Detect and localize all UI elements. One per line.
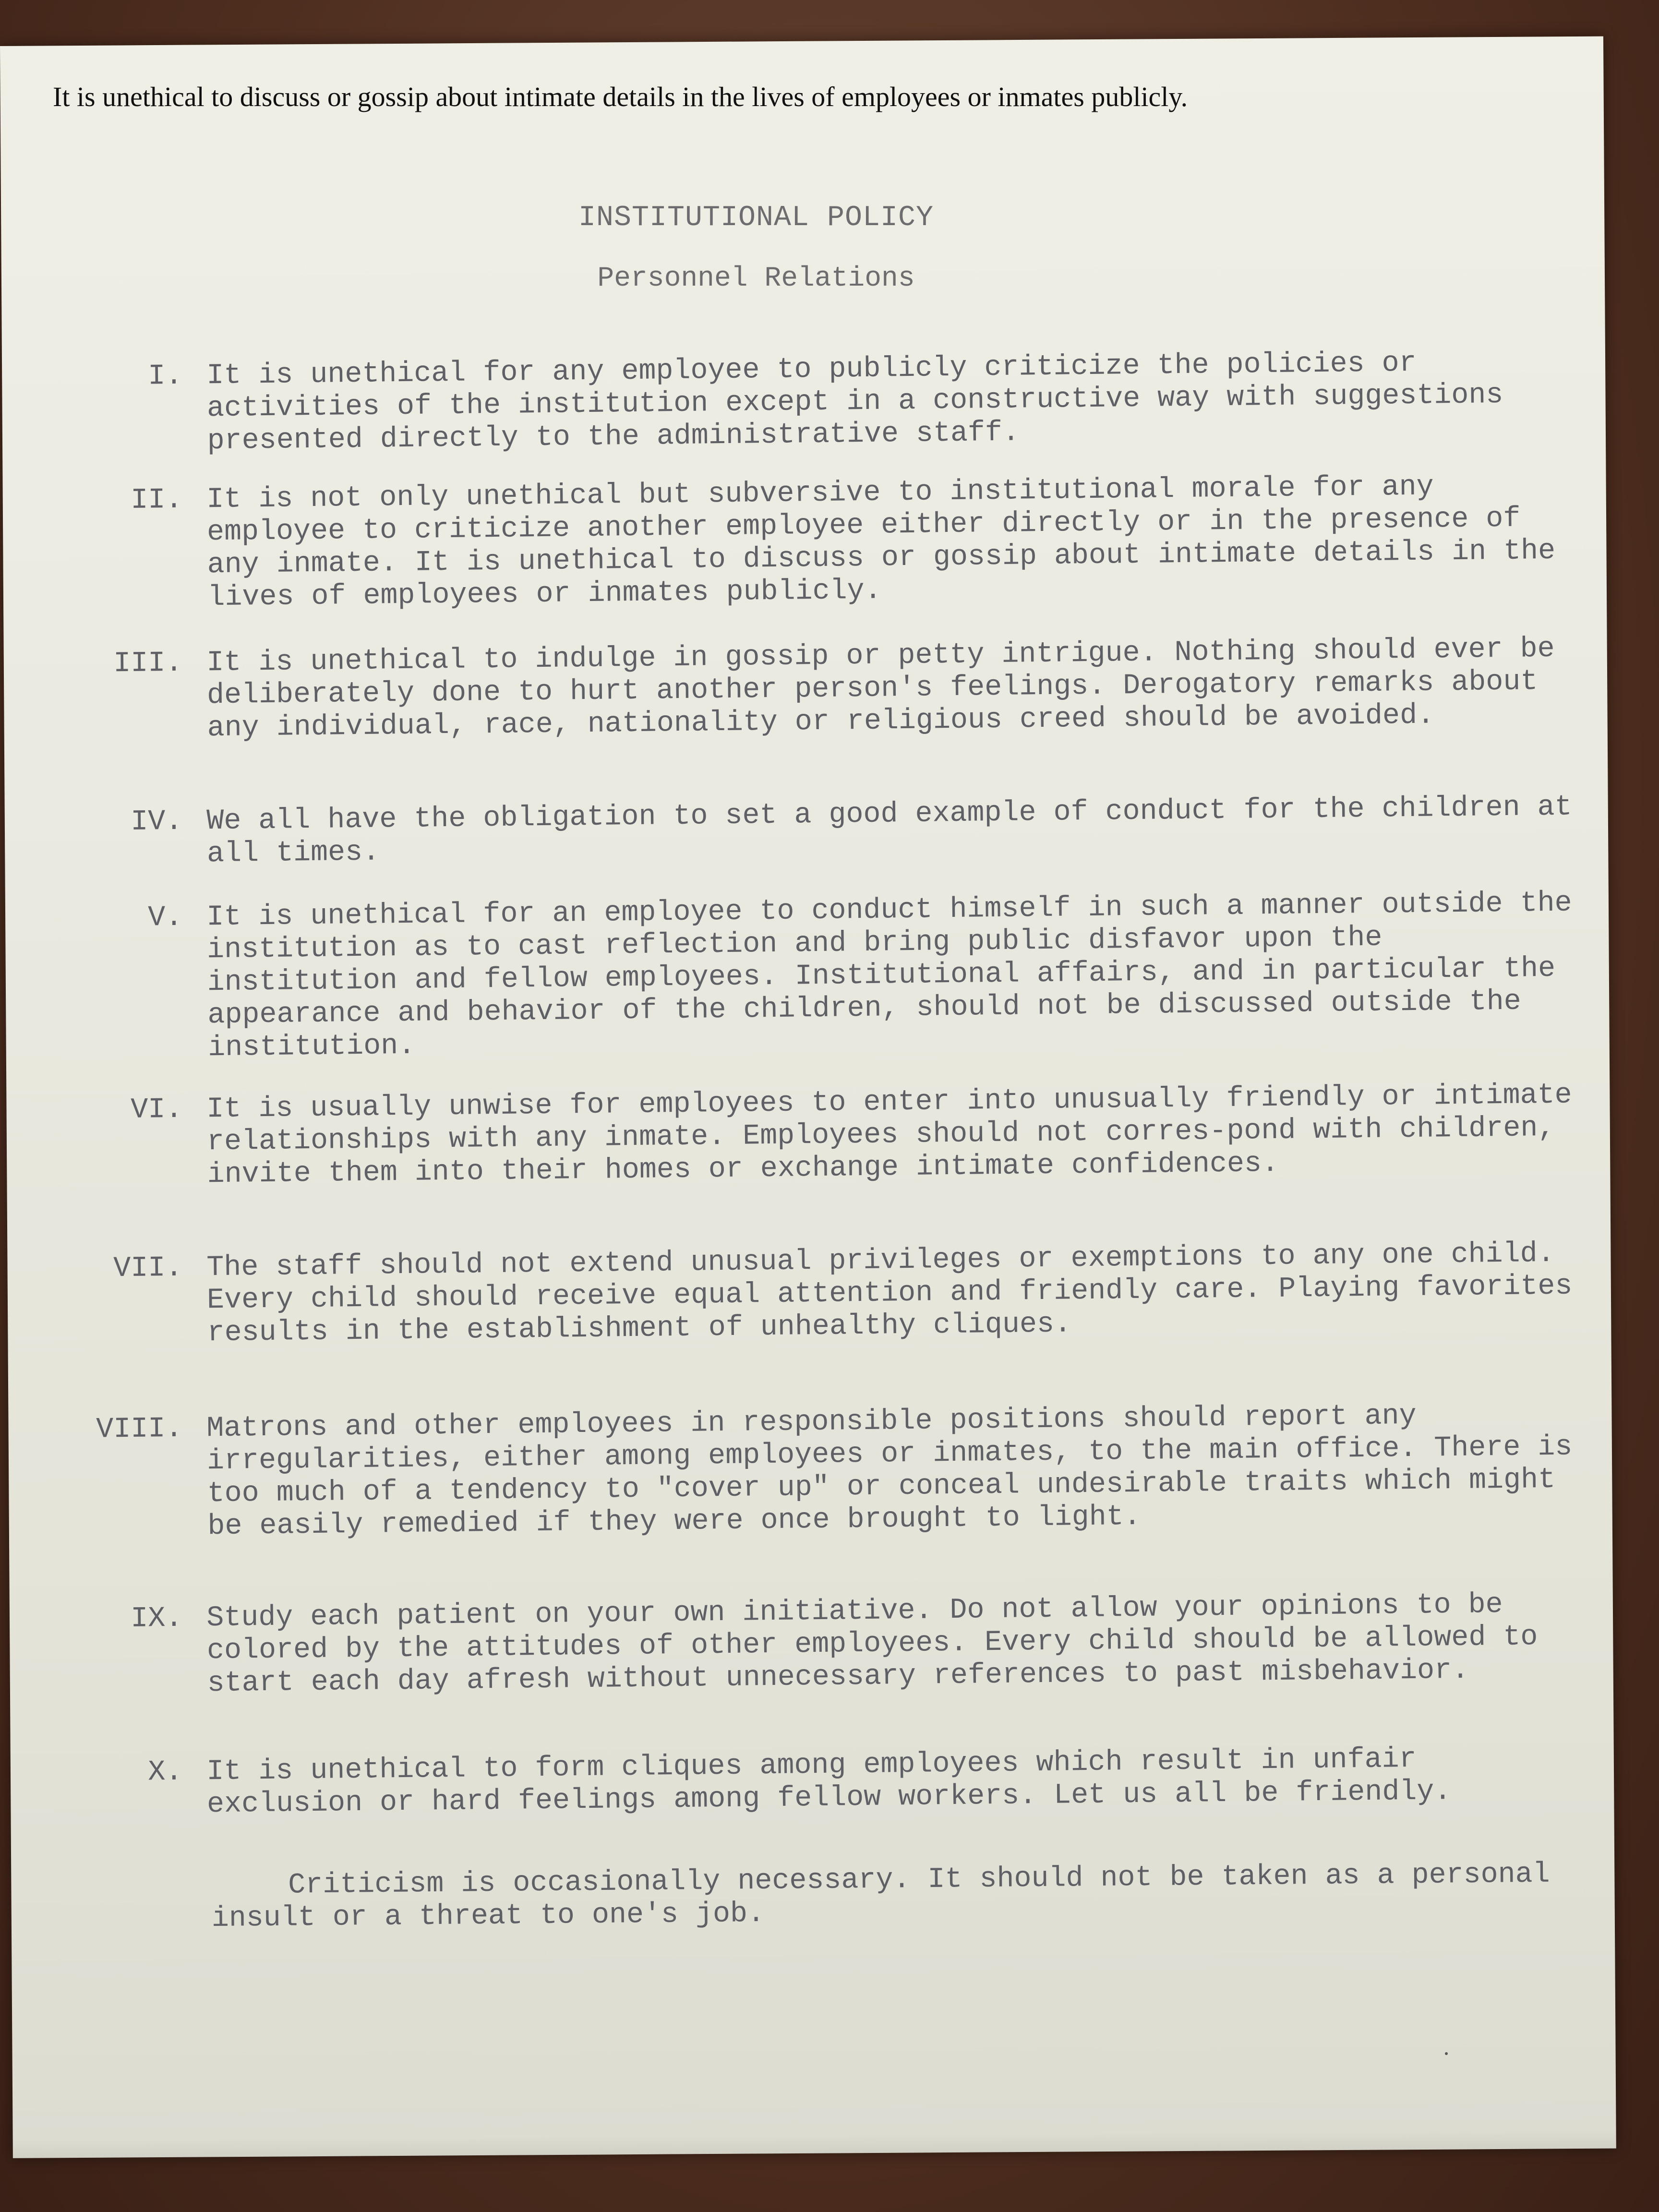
policy-text: It is unethical for an employee to conduct himself in such a manner outside the institution as to cast reflection and bring public disfavor upon the institution and fellow employees. Institutional affairs, and in particular the appearance and behavior of the children, should not be discussed outside the institution. bbox=[206, 887, 1573, 1065]
paper-edge bbox=[13, 2129, 1616, 2158]
policy-text: It is unethical to indulge in gossip or petty intrigue. Nothing should ever be deliberately done to hurt another person's feelings. Derogatory remarks about any individual, race, nationality or religious creed should be avoided. bbox=[206, 632, 1555, 745]
policy-numeral: VII. bbox=[113, 1251, 183, 1286]
policy-numeral: II. bbox=[130, 483, 183, 517]
policy-numeral: VI. bbox=[130, 1093, 183, 1127]
policy-text: It is unethical for any employee to publicly criticize the policies or activities of the institution except in a constructive way with suggestions presented directly to the administrative staff. bbox=[206, 347, 1503, 458]
document-subtitle: Personnel Relations bbox=[597, 263, 915, 294]
policy-text: It is not only unethical but subversive to institutional morale for any employee to criticize another employee either directly or in the presence of any inmate. It is unethical to discuss or gossip about intimate details in the lives of employees or inmates publicly. bbox=[206, 470, 1556, 614]
policy-numeral: I. bbox=[147, 360, 183, 393]
policy-text: It is unethical to form cliques among employees which result in unfair exclusion or hard feelings among fellow workers. Let us all be friendly. bbox=[206, 1743, 1452, 1821]
document-title: INSTITUTIONAL POLICY bbox=[578, 202, 934, 234]
policy-text: We all have the obligation to set a good example of conduct for the children at all times. bbox=[206, 791, 1573, 871]
policy-text: The staff should not extend unusual privileges or exemptions to any one child. Every child should receive equal attention and friendly care. Playing favorites results in the establishment of unhealthy cliques. bbox=[206, 1237, 1573, 1350]
policy-text: Matrons and other employees in responsible positions should report any irregularities, either among employees or inmates, to the main office. There is too much of a tendency to "cover up" or conceal undesirable traits which might be easily remedied if they were once brought to light. bbox=[206, 1399, 1573, 1543]
policy-numeral: X. bbox=[147, 1755, 183, 1789]
closing-paragraph: Criticism is occasionally necessary. It should not be taken as a personal insult or a threat to one's job. bbox=[211, 1858, 1550, 1935]
caption-text: It is unethical to discuss or gossip about intimate details in the lives of employees or inmates publicly. bbox=[53, 81, 1188, 112]
paper-speck bbox=[1445, 2052, 1448, 2055]
policy-numeral: IV. bbox=[130, 805, 183, 839]
policy-text: It is usually unwise for employees to enter into unusually friendly or intimate relationships with any inmate. Employees should not corres-pond with children, invite them into their homes or exchange intimate confidences. bbox=[206, 1079, 1573, 1191]
policy-numeral: VIII. bbox=[96, 1412, 183, 1446]
policy-numeral: V. bbox=[147, 901, 183, 935]
policy-numeral: III. bbox=[113, 647, 183, 681]
policy-text: Study each patient on your own initiative. Do not allow your opinions to be colored by the attitudes of other employees. Every child should be allowed to start each day afresh without unnecessary references to past misbehavior. bbox=[206, 1588, 1538, 1700]
policy-numeral: IX. bbox=[130, 1602, 183, 1635]
